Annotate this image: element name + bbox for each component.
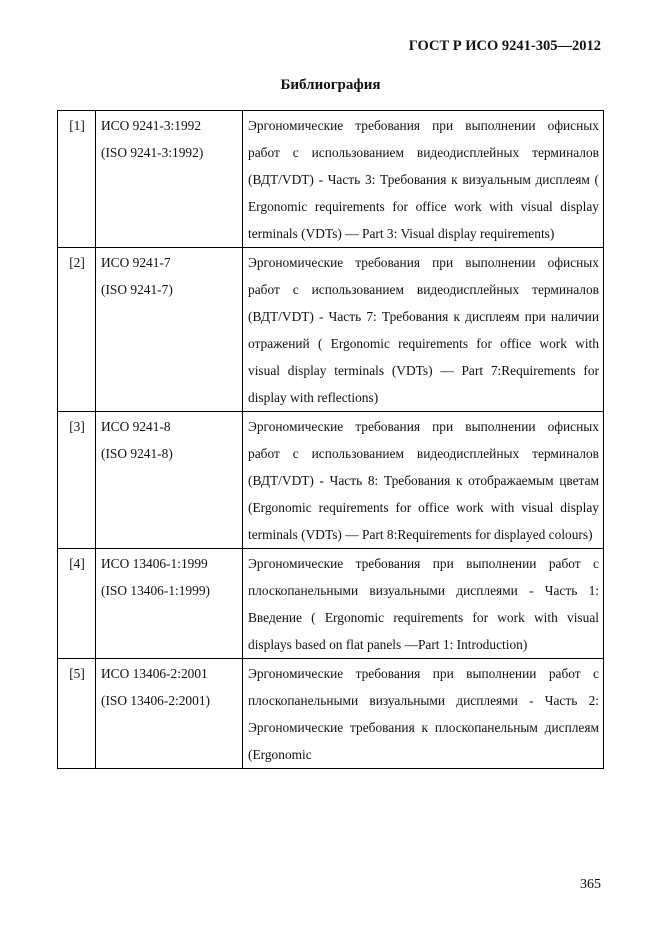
- title-line: плоскопанельным дисплеям (Ergonomic: [248, 720, 599, 762]
- title-line: Эргономические требования при выполнении работ: [248, 556, 581, 571]
- title-line: Эргономические требования при выполнении работ: [248, 666, 581, 681]
- title-line: requirements for office work with visual display: [248, 336, 599, 378]
- title-line: терминалов (ВДТ/VDT) - Часть 8: Требования к: [248, 446, 599, 488]
- entry-reference: [96, 412, 243, 549]
- reference-alt: (ISO 9241-8): [101, 446, 173, 461]
- entry-title: [243, 659, 604, 769]
- reference-iso: ИСО 9241-3:1992: [101, 118, 202, 133]
- title-line: визуальным дисплеям ( Ergonomic requirements for: [248, 172, 599, 214]
- title-line: Эргономические требования при выполнении: [248, 118, 536, 133]
- page-number: 365: [580, 877, 601, 892]
- reference-iso: ИСО 13406-2:2001: [101, 666, 208, 681]
- title-line: офисных работ с использованием видеодисплейных: [248, 419, 599, 461]
- title-line: Эргономические требования при выполнении: [248, 419, 536, 434]
- bibliography-entry: [58, 248, 604, 412]
- title-line: офисных работ с использованием видеодисплейных: [248, 255, 599, 297]
- entry-reference: [96, 111, 243, 248]
- title-line: отображаемым цветам (Ergonomic requirements for: [248, 473, 599, 515]
- title-line: Эргономические требования при выполнении: [248, 255, 536, 270]
- entry-title: [243, 248, 604, 412]
- bibliography-entry: [58, 412, 604, 549]
- bibliography-entry: [58, 111, 604, 248]
- bibliography-table-body: [58, 111, 604, 769]
- entry-title: [243, 549, 604, 659]
- title-line: Part 3: Visual display requirements): [362, 226, 555, 241]
- entry-title: [243, 412, 604, 549]
- entry-title: [243, 111, 604, 248]
- standard-code-header: ГОСТ Р ИСО 9241-305—2012: [408, 38, 601, 54]
- title-line: with reflections): [290, 390, 379, 405]
- title-line: Introduction): [456, 637, 528, 652]
- title-line: Часть 2: Эргономические требования к: [248, 693, 599, 735]
- reference-alt: (ISO 9241-7): [101, 282, 173, 297]
- title-line: терминалов (ВДТ/VDT) - Часть 7: Требования к: [248, 282, 599, 324]
- title-line: терминалов (ВДТ/VDT) - Часть 3: Требования к: [248, 145, 599, 187]
- title-line: офисных работ с использованием видеодисплейных: [248, 118, 599, 160]
- title-line: дисплеям при наличии отражений ( Ergonomic: [248, 309, 599, 351]
- title-line: terminals (VDTs) — Part 7:Requirements for display: [248, 363, 600, 405]
- title-line: Часть 1: Введение ( Ergonomic requirements for work: [248, 583, 599, 625]
- title-line: office work with visual display terminals (VDTs) —: [248, 500, 599, 542]
- reference-alt: (ISO 13406-1:1999): [101, 583, 210, 598]
- entry-reference: [96, 549, 243, 659]
- entry-number: [5]: [58, 659, 96, 769]
- title-line: with visual displays based on flat panels —Part 1:: [248, 610, 600, 652]
- reference-alt: (ISO 9241-3:1992): [101, 145, 204, 160]
- entry-reference: [96, 659, 243, 769]
- entry-number: [4]: [58, 549, 96, 659]
- reference-alt: (ISO 13406-2:2001): [101, 693, 210, 708]
- entry-number: [3]: [58, 412, 96, 549]
- title-line: Part 8:Requirements for displayed colours): [362, 527, 593, 542]
- title-line: с плоскопанельными визуальными дисплеями -: [248, 556, 599, 598]
- reference-iso: ИСО 9241-7: [101, 255, 171, 270]
- entry-number: [2]: [58, 248, 96, 412]
- bibliography-entry: [58, 549, 604, 659]
- entry-reference: [96, 248, 243, 412]
- reference-iso: ИСО 9241-8: [101, 419, 171, 434]
- reference-iso: ИСО 13406-1:1999: [101, 556, 208, 571]
- bibliography-table: [57, 110, 604, 769]
- bibliography-entry: [58, 659, 604, 769]
- page-title: Библиография: [280, 77, 381, 93]
- title-line: с плоскопанельными визуальными дисплеями -: [248, 666, 599, 708]
- entry-number: [1]: [58, 111, 96, 248]
- title-line: office work with visual display terminals (VDTs) —: [248, 199, 599, 241]
